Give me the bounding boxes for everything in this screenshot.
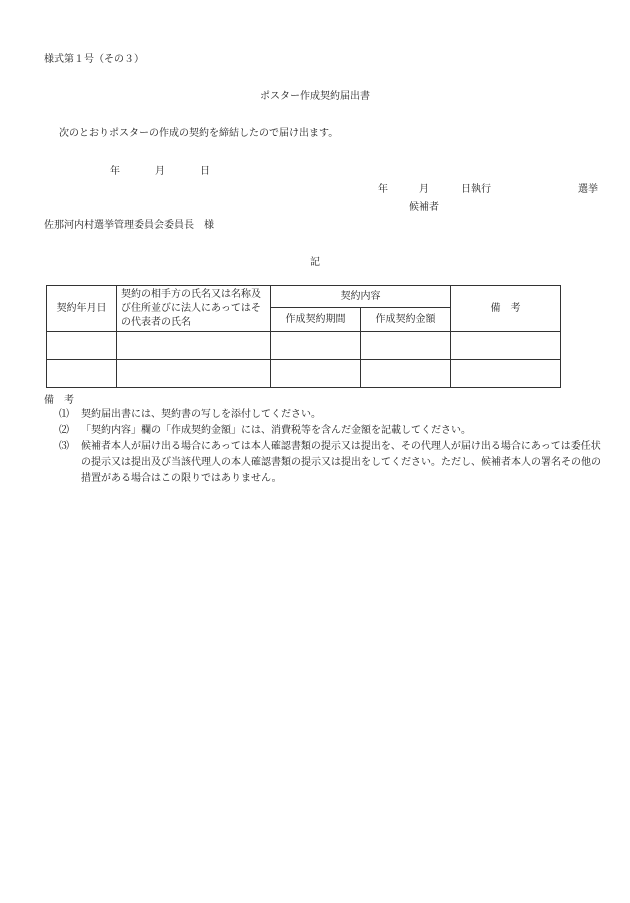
header-remarks: 備 考 [451,286,561,332]
cell-date[interactable] [47,360,117,388]
intro-text: 次のとおりポスターの作成の契約を締結したので届け出ます。 [59,128,339,139]
election-label: 選挙 [578,184,598,195]
contract-table [46,285,561,388]
submission-month-label: 月 [155,166,165,177]
cell-remarks[interactable] [451,332,561,360]
candidate-label: 候補者 [409,202,439,213]
note-item [59,439,604,487]
note-text: 契約届出書には、契約書の写しを添付してください。 [81,409,321,420]
cell-party[interactable] [117,360,271,388]
header-contract-party: 契約の相手方の氏名又は名称及び住所並びに法人にあってはその代表者の氏名 [117,286,271,332]
form-label: 様式第１号（その３） [44,54,144,65]
note-item [59,407,604,423]
addressee: 佐那河内村選挙管理委員会委員長 様 [44,220,214,231]
election-day-label: 日執行 [461,184,491,195]
header-contract-date: 契約年月日 [47,286,117,332]
table-row [47,360,561,388]
election-year-label: 年 [378,184,388,195]
header-contract-amount: 作成契約金額 [361,308,451,332]
election-month-label: 月 [419,184,429,195]
header-contract-period: 作成契約期間 [271,308,361,332]
note-number: ⑴ [59,409,69,420]
note-number: ⑵ [59,425,69,436]
table-row [47,332,561,360]
cell-remarks[interactable] [451,360,561,388]
cell-amount[interactable] [361,332,451,360]
submission-day-label: 日 [200,166,210,177]
note-text: 候補者本人が届け出る場合にあっては本人確認書類の提示又は提出を、その代理人が届け出る場合にあっては委任状の提示又は提出及び当該代理人の本人確認書類の提示又は提出をしてください。ただし、候補者本人の署名その他の措置がある場合はこの限りではありません。 [81,441,601,484]
note-number: ⑶ [59,441,69,452]
cell-date[interactable] [47,332,117,360]
note-item [59,423,604,439]
notes-heading: 備 考 [44,395,74,406]
note-text: 「契約内容」欄の「作成契約金額」には、消費税等を含んだ金額を記載してください。 [81,425,471,436]
cell-period[interactable] [271,332,361,360]
header-contract-content: 契約内容 [271,286,451,308]
cell-party[interactable] [117,332,271,360]
submission-year-label: 年 [110,166,120,177]
cell-amount[interactable] [361,360,451,388]
cell-period[interactable] [271,360,361,388]
ki-heading: 記 [310,257,320,268]
document-title: ポスター作成契約届出書 [260,91,370,102]
